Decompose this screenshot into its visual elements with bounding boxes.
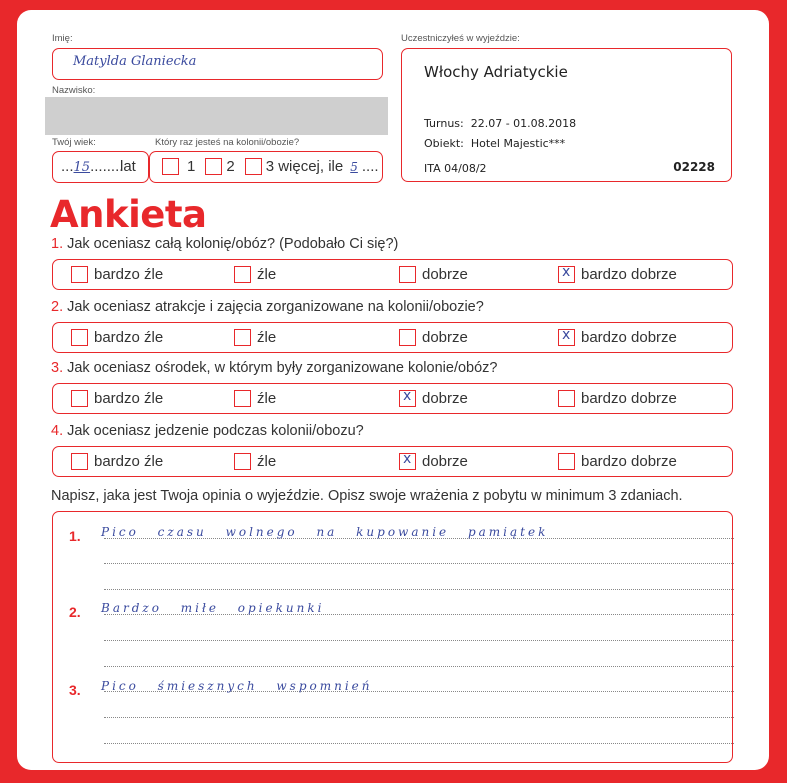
times-checkbox-1[interactable] bbox=[162, 158, 179, 175]
trip-turnus: Turnus: 22.07 - 01.08.2018 bbox=[424, 117, 577, 130]
opinion-line bbox=[104, 563, 734, 564]
option-label: bardzo źle bbox=[94, 453, 164, 470]
option-checkbox[interactable] bbox=[399, 329, 416, 346]
option-checkbox[interactable] bbox=[399, 453, 416, 470]
option-label: bardzo dobrze bbox=[581, 329, 677, 346]
opinion-line bbox=[104, 640, 734, 641]
question-label: Jak oceniasz atrakcje i zajęcia zorganizowane na kolonii/obozie? bbox=[67, 299, 484, 315]
question-number: 2. bbox=[51, 299, 64, 315]
times-dots-after: .... bbox=[361, 158, 379, 175]
option-2[interactable] bbox=[234, 266, 276, 283]
opinion-number: 2. bbox=[69, 604, 81, 620]
option-checkbox[interactable] bbox=[399, 390, 416, 407]
option-1[interactable] bbox=[71, 266, 163, 283]
opinion-line bbox=[104, 743, 734, 744]
first-name-label: Imię: bbox=[52, 33, 73, 44]
option-3[interactable] bbox=[399, 390, 468, 407]
age-field[interactable] bbox=[52, 151, 149, 183]
question-3-options bbox=[52, 383, 733, 414]
times-option-2-label: 2 bbox=[226, 158, 235, 175]
option-4[interactable] bbox=[558, 266, 677, 283]
opinion-text: Pico śmiesznych wspomnień bbox=[101, 679, 373, 693]
question-1-options bbox=[52, 259, 733, 290]
option-4[interactable] bbox=[558, 390, 677, 407]
opinion-prompt: Napisz, jaka jest Twoja opinia o wyjeździe. Opisz swoje wrażenia z pobytu w minimum 3 zdaniach. bbox=[51, 488, 683, 504]
age-label: Twój wiek: bbox=[52, 137, 96, 148]
times-option-3-label: 3 więcej, ile bbox=[265, 158, 344, 175]
question-2-text bbox=[51, 299, 484, 315]
age-suffix: lat bbox=[120, 158, 136, 175]
option-checkbox[interactable] bbox=[234, 390, 251, 407]
times-option-1-label: 1 bbox=[187, 158, 196, 175]
option-2[interactable] bbox=[234, 390, 276, 407]
times-checkbox-2[interactable] bbox=[205, 158, 222, 175]
opinion-number: 3. bbox=[69, 682, 81, 698]
option-checkbox[interactable] bbox=[71, 329, 88, 346]
survey-title: Ankieta bbox=[50, 193, 207, 236]
opinion-line bbox=[104, 717, 734, 718]
age-line bbox=[61, 158, 123, 175]
question-2-options bbox=[52, 322, 733, 353]
option-3[interactable] bbox=[399, 266, 468, 283]
option-label: źle bbox=[257, 453, 277, 470]
trip-object: Obiekt: Hotel Majestic*** bbox=[424, 137, 566, 150]
option-checkbox[interactable] bbox=[71, 390, 88, 407]
option-checkbox[interactable] bbox=[558, 329, 575, 346]
option-4[interactable] bbox=[558, 453, 677, 470]
times-checkbox-3[interactable] bbox=[245, 158, 262, 175]
times-label: Który raz jesteś na kolonii/obozie? bbox=[155, 137, 300, 148]
option-label: bardzo dobrze bbox=[581, 453, 677, 470]
option-label: dobrze bbox=[422, 266, 468, 283]
first-name-value: Matylda Glaniecka bbox=[73, 54, 197, 69]
opinion-line bbox=[104, 666, 734, 667]
option-label: bardzo źle bbox=[94, 329, 164, 346]
option-checkbox[interactable] bbox=[399, 266, 416, 283]
age-dots: ... bbox=[61, 158, 74, 175]
trip-label: Uczestniczyłeś w wyjeździe: bbox=[401, 33, 520, 44]
question-1-text bbox=[51, 236, 398, 252]
option-checkbox[interactable] bbox=[71, 453, 88, 470]
question-number: 1. bbox=[51, 236, 64, 252]
age-value: 15 bbox=[73, 160, 91, 175]
option-checkbox[interactable] bbox=[558, 390, 575, 407]
question-number: 3. bbox=[51, 360, 64, 376]
option-checkbox[interactable] bbox=[234, 453, 251, 470]
question-label: Jak oceniasz jedzenie podczas kolonii/obozu? bbox=[67, 423, 364, 439]
option-label: źle bbox=[257, 266, 277, 283]
question-label: Jak oceniasz całą kolonię/obóz? (Podobało Ci się?) bbox=[67, 236, 399, 252]
question-number: 4. bbox=[51, 423, 64, 439]
option-checkbox[interactable] bbox=[558, 266, 575, 283]
option-label: bardzo źle bbox=[94, 390, 164, 407]
option-label: bardzo źle bbox=[94, 266, 164, 283]
trip-info-box bbox=[401, 48, 732, 182]
option-checkbox[interactable] bbox=[71, 266, 88, 283]
last-name-redacted bbox=[45, 97, 388, 135]
question-label: Jak oceniasz ośrodek, w którym były zorganizowane kolonie/obóz? bbox=[67, 360, 498, 376]
option-label: dobrze bbox=[422, 390, 468, 407]
option-4[interactable] bbox=[558, 329, 677, 346]
option-checkbox[interactable] bbox=[234, 266, 251, 283]
option-label: bardzo dobrze bbox=[581, 390, 677, 407]
times-field bbox=[149, 151, 383, 183]
survey-sheet bbox=[17, 10, 769, 770]
option-3[interactable] bbox=[399, 453, 468, 470]
first-name-field[interactable] bbox=[52, 48, 383, 80]
option-2[interactable] bbox=[234, 453, 276, 470]
option-label: źle bbox=[257, 390, 277, 407]
opinion-text: Pico czasu wolnego na kupowanie pamiątek bbox=[101, 525, 549, 539]
option-label: źle bbox=[257, 329, 277, 346]
age-dots-after: ........ bbox=[90, 158, 124, 175]
option-1[interactable] bbox=[71, 329, 163, 346]
times-options bbox=[162, 158, 379, 175]
last-name-label: Nazwisko: bbox=[52, 85, 96, 96]
option-1[interactable] bbox=[71, 453, 163, 470]
times-count: 5 bbox=[350, 159, 358, 174]
option-label: dobrze bbox=[422, 453, 468, 470]
option-1[interactable] bbox=[71, 390, 163, 407]
option-2[interactable] bbox=[234, 329, 276, 346]
trip-number: 02228 bbox=[673, 160, 715, 174]
trip-code: ITA 04/08/2 bbox=[424, 162, 487, 175]
option-label: dobrze bbox=[422, 329, 468, 346]
option-label: bardzo dobrze bbox=[581, 266, 677, 283]
option-3[interactable] bbox=[399, 329, 468, 346]
opinion-number: 1. bbox=[69, 528, 81, 544]
opinion-box[interactable] bbox=[52, 511, 733, 763]
trip-title: Włochy Adriatyckie bbox=[424, 63, 568, 81]
opinion-line bbox=[104, 589, 734, 590]
option-checkbox[interactable] bbox=[234, 329, 251, 346]
question-4-options bbox=[52, 446, 733, 477]
question-4-text bbox=[51, 423, 364, 439]
opinion-text: Bardzo miłe opiekunki bbox=[101, 601, 325, 615]
option-checkbox[interactable] bbox=[558, 453, 575, 470]
question-3-text bbox=[51, 360, 497, 376]
